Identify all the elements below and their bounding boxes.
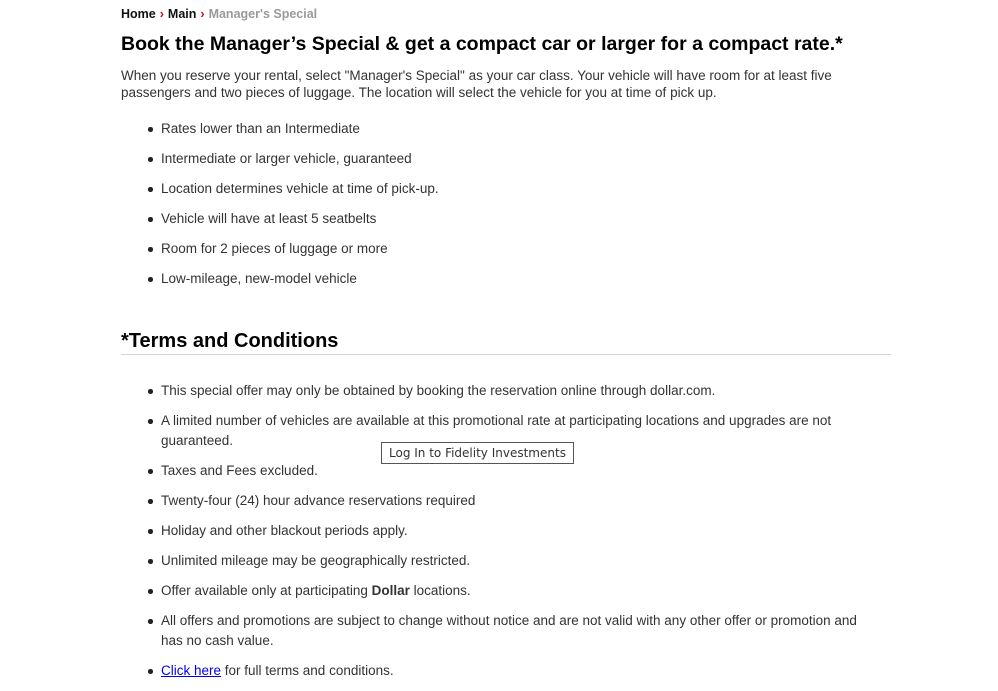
feature-item: Vehicle will have at least 5 seatbelts xyxy=(121,209,881,229)
breadcrumb-main-link[interactable]: Main xyxy=(167,7,197,21)
feature-item: Location determines vehicle at time of pick-up. xyxy=(121,179,881,199)
terms-item: This special offer may only be obtained by booking the reservation online through dollar.com. xyxy=(121,381,881,401)
breadcrumb-separator: › xyxy=(159,7,164,21)
terms-list xyxy=(121,381,881,691)
terms-item-link xyxy=(121,661,881,681)
terms-item: Unlimited mileage may be geographically restricted. xyxy=(121,551,881,571)
terms-item: Holiday and other blackout periods apply. xyxy=(121,521,881,541)
tooltip: Log In to Fidelity Investments xyxy=(381,442,574,464)
terms-item: Twenty-four (24) hour advance reservations required xyxy=(121,491,881,511)
full-terms-suffix: for full terms and conditions. xyxy=(221,663,394,678)
breadcrumb-home-link[interactable]: Home xyxy=(121,7,156,21)
terms-item: All offers and promotions are subject to change without notice and are not valid with any other offer or promotion and has no cash value. xyxy=(121,611,881,651)
page-title: Book the Manager’s Special & get a compact car or larger for a compact rate.* xyxy=(121,33,843,55)
terms-item: A limited number of vehicles are available at this promotional rate at participating locations and upgrades are not guaranteed. xyxy=(121,411,881,451)
terms-item-offer xyxy=(121,581,881,601)
feature-item: Room for 2 pieces of luggage or more xyxy=(121,239,881,259)
feature-item: Rates lower than an Intermediate xyxy=(121,119,881,139)
terms-item: Taxes and Fees excluded. xyxy=(121,461,881,481)
terms-heading: *Terms and Conditions xyxy=(121,330,891,355)
full-terms-link[interactable]: Click here xyxy=(161,663,222,678)
breadcrumb-separator: › xyxy=(200,7,205,21)
offer-prefix: Offer available only at participating xyxy=(161,583,372,598)
offer-suffix: locations. xyxy=(409,583,471,598)
breadcrumb xyxy=(121,7,317,21)
intro-paragraph: When you reserve your rental, select "Manager's Special" as your car class. Your vehicle will have room for at least five passengers and two pieces of luggage. The location will select the vehicle for you at time of pick up. xyxy=(121,68,832,100)
offer-brand: Dollar xyxy=(371,583,410,598)
feature-item: Low-mileage, new-model vehicle xyxy=(121,269,881,289)
breadcrumb-current: Manager's Special xyxy=(208,7,318,21)
feature-item: Intermediate or larger vehicle, guaranteed xyxy=(121,149,881,169)
feature-list xyxy=(121,119,881,299)
